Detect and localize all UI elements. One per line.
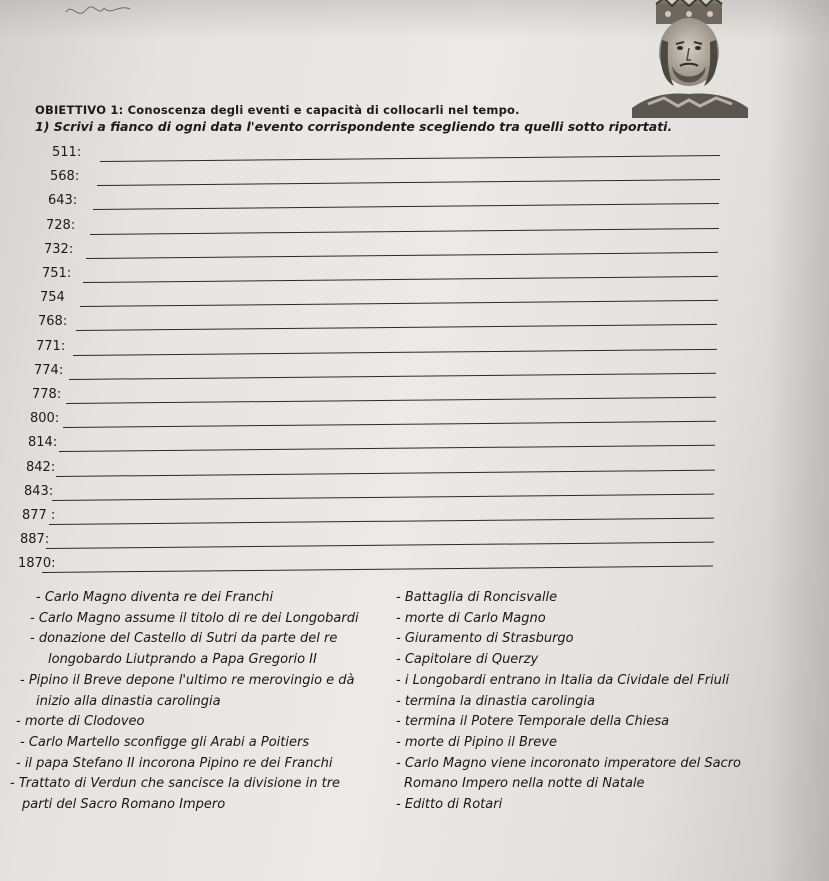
date-row <box>30 405 750 429</box>
date-label: 877 : <box>22 508 56 523</box>
answer-line[interactable] <box>49 518 714 525</box>
event-item: - Battaglia di Roncisvalle <box>396 590 558 605</box>
date-row <box>34 357 754 381</box>
answer-line[interactable] <box>73 348 717 355</box>
event-item: - Giuramento di Strasburgo <box>396 631 574 647</box>
date-row <box>36 333 756 357</box>
event-item: - morte di Pipino il Breve <box>396 734 557 750</box>
date-label: 800: <box>30 411 60 427</box>
answer-line[interactable] <box>59 445 715 452</box>
event-item: - Editto di Rotari <box>396 797 503 812</box>
event-item: Romano Impero nella notte di Natale <box>404 776 645 792</box>
event-item: - termina il Potere Temporale della Chiesa <box>396 714 670 730</box>
date-row <box>46 212 766 236</box>
charlemagne-portrait-image <box>628 0 750 118</box>
event-item: - Trattato di Verdun che sancisce la divisione in tre <box>10 776 341 792</box>
date-label: 728: <box>46 217 76 233</box>
date-row <box>18 550 738 574</box>
page-edge-shadow <box>769 0 829 881</box>
date-row <box>42 260 762 284</box>
event-item: parti del Sacro Romano Impero <box>22 797 226 812</box>
answer-line[interactable] <box>100 155 720 162</box>
date-label: 643: <box>48 193 78 209</box>
date-label: 887: <box>20 532 50 548</box>
answer-line[interactable] <box>97 179 720 186</box>
date-label: 751: <box>42 266 72 281</box>
answer-line[interactable] <box>63 421 716 428</box>
date-label: 814: <box>28 435 58 451</box>
date-label: 774: <box>34 362 64 378</box>
event-item: - Carlo Magno assume il titolo di re dei Longobardi <box>30 610 359 626</box>
answer-line[interactable] <box>83 276 718 283</box>
event-item: - Carlo Martello sconfigge gli Arabi a Poitiers <box>20 734 310 750</box>
event-item: - morte di Clodoveo <box>16 714 145 730</box>
date-label: 732: <box>44 241 74 257</box>
date-label: 511: <box>52 145 82 160</box>
date-row <box>26 454 746 478</box>
event-item: - il papa Stefano II incorona Pipino re dei Franchi <box>16 755 333 771</box>
date-row <box>48 187 768 211</box>
answer-line[interactable] <box>42 566 713 573</box>
date-label: 843: <box>24 483 54 499</box>
answer-line[interactable] <box>56 469 715 476</box>
date-row <box>40 284 760 308</box>
date-row <box>20 526 740 550</box>
event-item: - i Longobardi entrano in Italia da Cividale del Friuli <box>396 672 730 688</box>
date-label: 768: <box>38 314 68 330</box>
pen-scribble <box>60 0 150 25</box>
answer-line[interactable] <box>66 397 716 404</box>
date-row <box>44 236 764 260</box>
event-item: - termina la dinastia carolingia <box>396 693 595 709</box>
answer-line[interactable] <box>80 300 718 307</box>
date-label: 778: <box>32 387 62 402</box>
event-item: - donazione del Castello di Sutri da parte del re <box>30 631 338 647</box>
event-item: - Capitolare di Querzy <box>396 652 539 668</box>
objective-heading: OBIETTIVO 1: Conoscenza degli eventi e capacità di collocarli nel tempo. <box>35 103 520 117</box>
event-item: - Pipino il Breve depone l'ultimo re merovingio e dà <box>20 672 355 688</box>
event-item: - morte di Carlo Magno <box>396 610 546 626</box>
event-item: - Carlo Magno viene incoronato imperatore del Sacro <box>396 755 742 771</box>
answer-line[interactable] <box>90 228 719 235</box>
answer-line[interactable] <box>93 203 719 210</box>
date-label: 568: <box>50 169 80 185</box>
answer-line[interactable] <box>52 493 714 500</box>
event-item: inizio alla dinastia carolingia <box>36 693 221 709</box>
answer-line[interactable] <box>86 252 718 259</box>
date-row <box>32 381 752 405</box>
event-item: - Carlo Magno diventa re dei Franchi <box>36 590 274 605</box>
answer-line[interactable] <box>76 324 717 331</box>
date-row <box>22 502 742 526</box>
answer-line[interactable] <box>69 373 716 380</box>
date-label: 771: <box>36 338 66 354</box>
event-item: longobardo Liutprando a Papa Gregorio II <box>48 652 317 668</box>
exercise-instruction: 1) Scrivi a fianco di ogni data l'evento corrispondente scegliendo tra quelli sotto riportati. <box>35 119 673 134</box>
date-label: 1870: <box>18 556 56 572</box>
date-row <box>24 478 744 502</box>
date-row <box>28 429 748 453</box>
date-row <box>38 308 758 332</box>
date-row <box>52 139 772 163</box>
answer-line[interactable] <box>46 542 714 549</box>
date-label: 842: <box>26 459 56 475</box>
date-label: 754 <box>40 290 65 306</box>
date-row <box>50 163 770 187</box>
